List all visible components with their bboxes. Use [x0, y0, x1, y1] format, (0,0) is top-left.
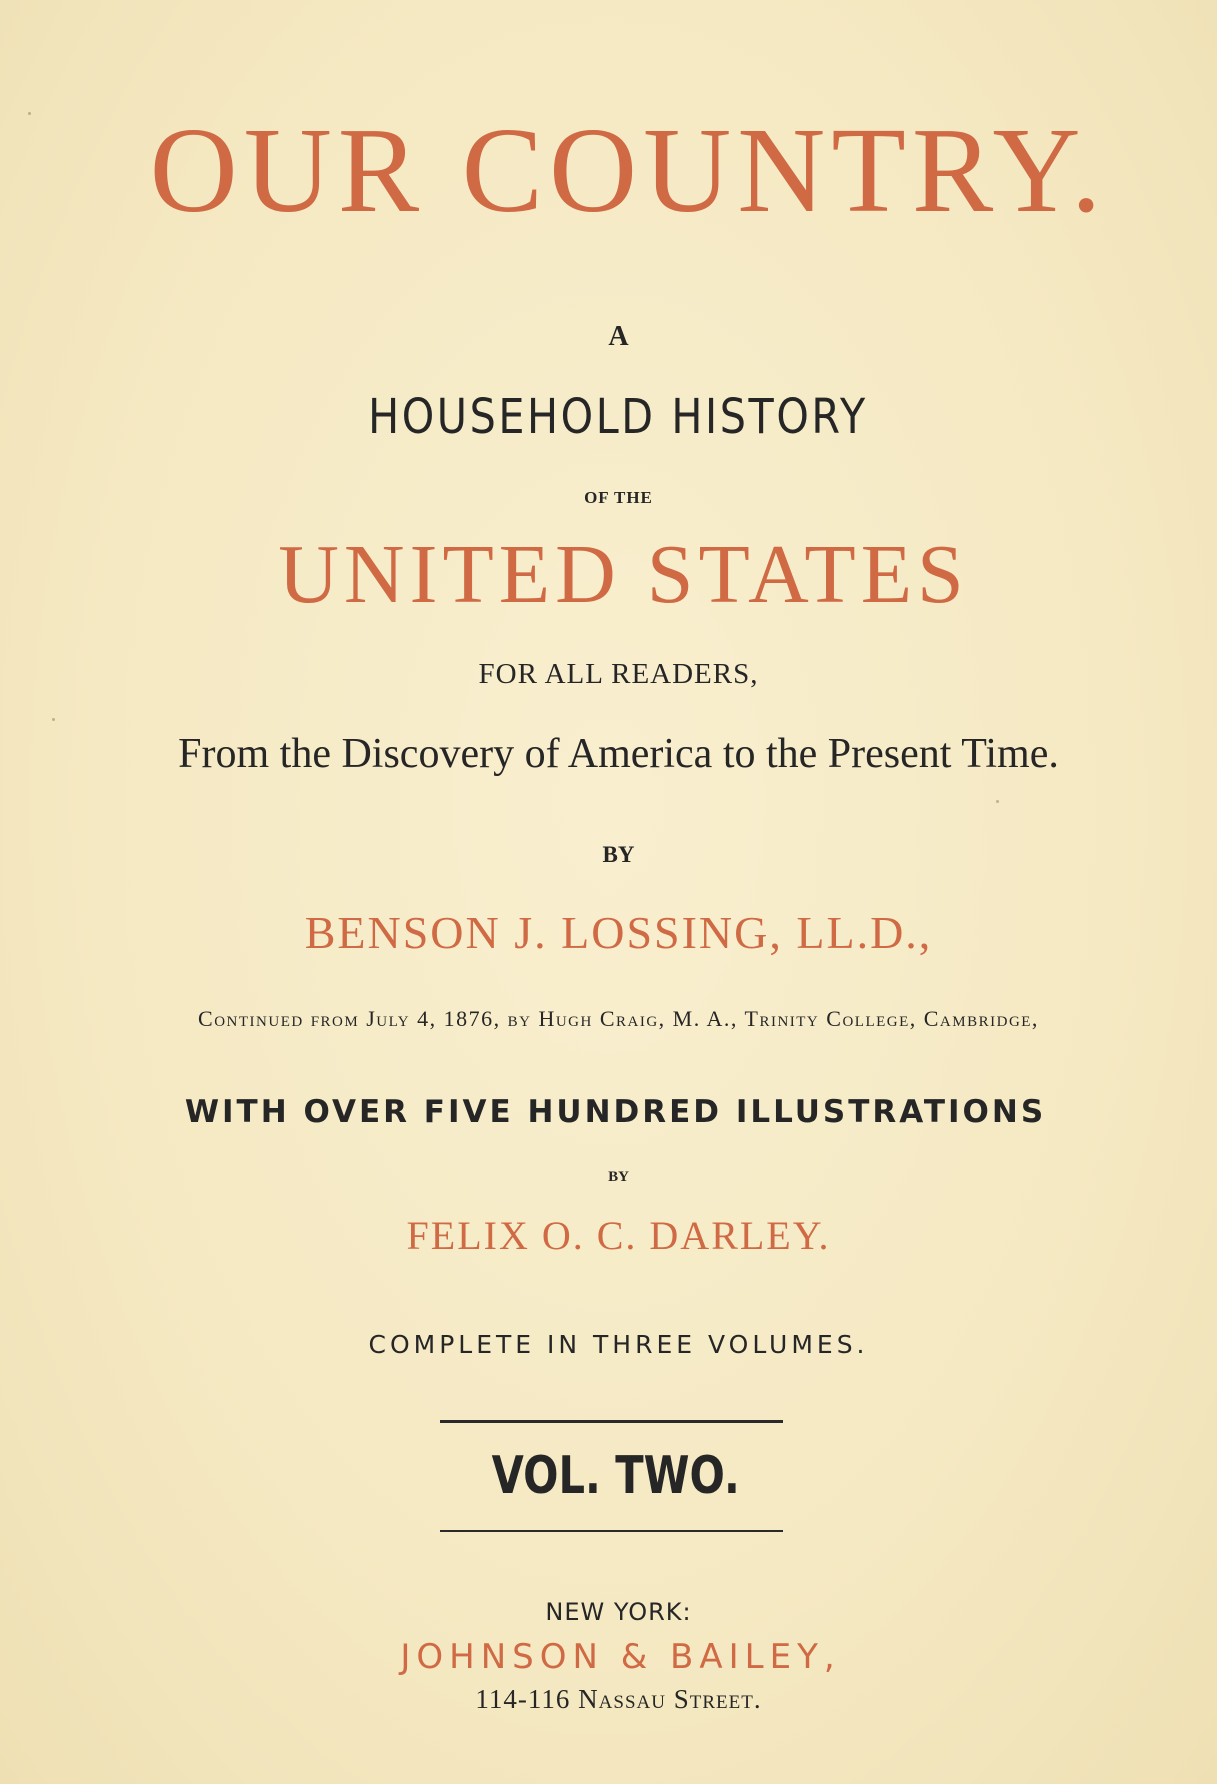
author-name: BENSON J. LOSSING, LL.D., [304, 907, 933, 958]
by-illustrator-label: BY [608, 1169, 629, 1185]
paper-speck [52, 718, 55, 721]
publisher-address: 114-116 Nassau Street. [475, 1684, 762, 1714]
period-line: From the Discovery of America to the Present Time. [178, 731, 1059, 777]
publication-city: NEW YORK: [545, 1598, 692, 1626]
subject-united-states: UNITED STATES [278, 528, 969, 621]
book-title: OUR COUNTRY. [149, 103, 1108, 238]
volumes-line: COMPLETE IN THREE VOLUMES. [368, 1330, 869, 1359]
top-rule-divider [440, 1420, 783, 1423]
article-a: A [608, 321, 629, 352]
paper-speck [996, 800, 999, 803]
illustrator-name: FELIX O. C. DARLEY. [406, 1213, 831, 1258]
volume-label: VOL. TWO. [491, 1446, 740, 1506]
illustrations-line: WITH OVER FIVE HUNDRED ILLUSTRATIONS [184, 1094, 1047, 1130]
audience-line: FOR ALL READERS, [478, 658, 759, 690]
subtitle-household-history: HOUSEHOLD HISTORY [368, 389, 868, 445]
bottom-rule-divider [440, 1530, 783, 1532]
continuation-line: Continued from July 4, 1876, by Hugh Craig, M. A., Trinity College, Cambridge, [198, 1006, 1039, 1031]
by-author-label: BY [602, 842, 635, 867]
publisher-name: JOHNSON & BAILEY, [400, 1637, 841, 1677]
of-the-label: OF THE [584, 488, 653, 507]
paper-speck [28, 112, 31, 115]
